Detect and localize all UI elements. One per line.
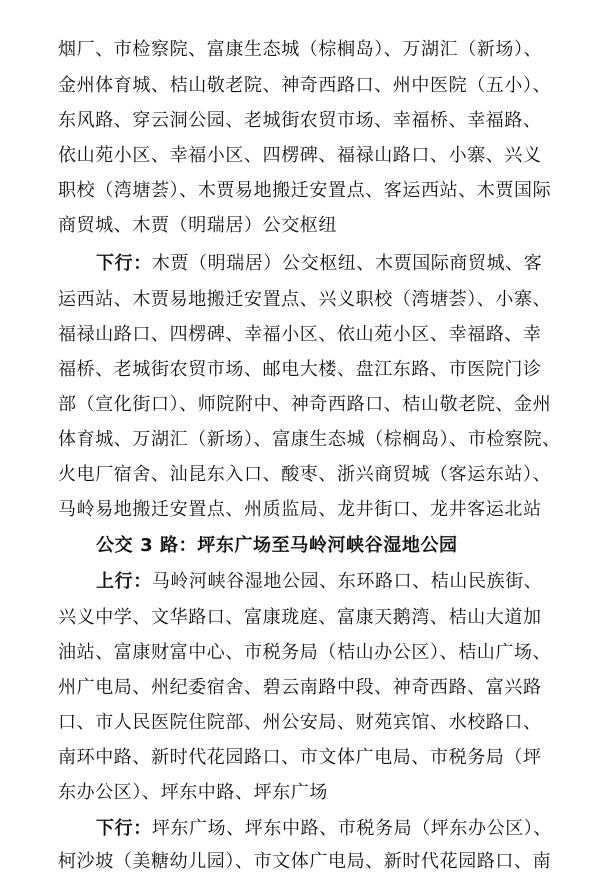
downbound-first-line	[96, 252, 542, 276]
route-text-line: 体育城、万湖汇（新场）、富康生态城（棕榈岛）、市检察院、	[58, 429, 561, 450]
route-text-line: 柯沙坡（美糖幼儿园）、市文体广电局、新时代花园路口、南	[58, 851, 552, 872]
route-text-line: 东风路、穿云洞公园、老城街农贸市场、幸福桥、幸福路、	[58, 110, 542, 131]
upbound-text: 马岭河峡谷湿地公园、东环路口、桔山民族街、	[151, 571, 543, 592]
route-text-line: 兴义中学、文华路口、富康珑庭、富康天鹅湾、桔山大道加	[58, 607, 542, 628]
route-text-line: 商贸城、木贾（明瑞居）公交枢纽	[58, 215, 337, 236]
route-text-line: 部（宣化街口）、师院附中、神奇西路口、桔山敬老院、金州	[58, 394, 552, 415]
downbound-label: 下行：	[96, 818, 152, 839]
route-text-line: 口、市人民医院住院部、州公安局、财苑宾馆、水校路口、	[58, 712, 542, 733]
route-text-line: 州广电局、州纪委宿舍、碧云南路中段、神奇西路、富兴路	[58, 677, 542, 698]
route-text-line: 金州体育城、桔山敬老院、神奇西路口、州中医院（五小）、	[58, 75, 552, 96]
route-text-line: 烟厂、市检察院、富康生态城（棕榈岛）、万湖汇（新场）、	[58, 39, 543, 60]
upbound-label: 上行：	[96, 571, 152, 592]
route-text-line: 运西站、木贾易地搬迁安置点、兴义职校（湾塘荟）、小寨、	[58, 289, 552, 310]
downbound-text: 坪东广场、坪东中路、市税务局（坪东办公区）、	[151, 818, 553, 839]
route-text-line: 福禄山路口、四楞碑、幸福小区、依山苑小区、幸福路、幸	[58, 324, 542, 345]
route-heading: 公交 3 路：坪东广场至马岭河峡谷湿地公园	[96, 535, 458, 556]
route-text-line: 福桥、老城街农贸市场、邮电大楼、盘江东路、市医院门诊	[58, 359, 542, 380]
downbound-text: 木贾（明瑞居）公交枢纽、木贾国际商贸城、客	[151, 253, 543, 274]
route-text-line: 火电厂宿舍、汕昆东入口、酸枣、浙兴商贸城（客运东站）、	[58, 464, 552, 485]
route-text-line: 依山苑小区、幸福小区、四楞碑、福禄山路口、小寨、兴义	[58, 145, 542, 166]
route-text-line: 南环中路、新时代花园路口、市文体广电局、市税务局（坪	[58, 747, 542, 768]
route-text-line: 东办公区）、坪东中路、坪东广场	[58, 782, 328, 803]
upbound-first-line	[96, 570, 542, 594]
route-text-line: 职校（湾塘荟）、木贾易地搬迁安置点、客运西站、木贾国际	[58, 180, 552, 201]
downbound-label: 下行：	[96, 253, 152, 274]
route-text-line: 油站、富康财富中心、市税务局（桔山办公区）、桔山广场、	[58, 642, 552, 663]
route-text-line: 马岭易地搬迁安置点、州质监局、龙井街口、龙井客运北站	[58, 499, 542, 520]
downbound-first-line	[96, 817, 552, 841]
